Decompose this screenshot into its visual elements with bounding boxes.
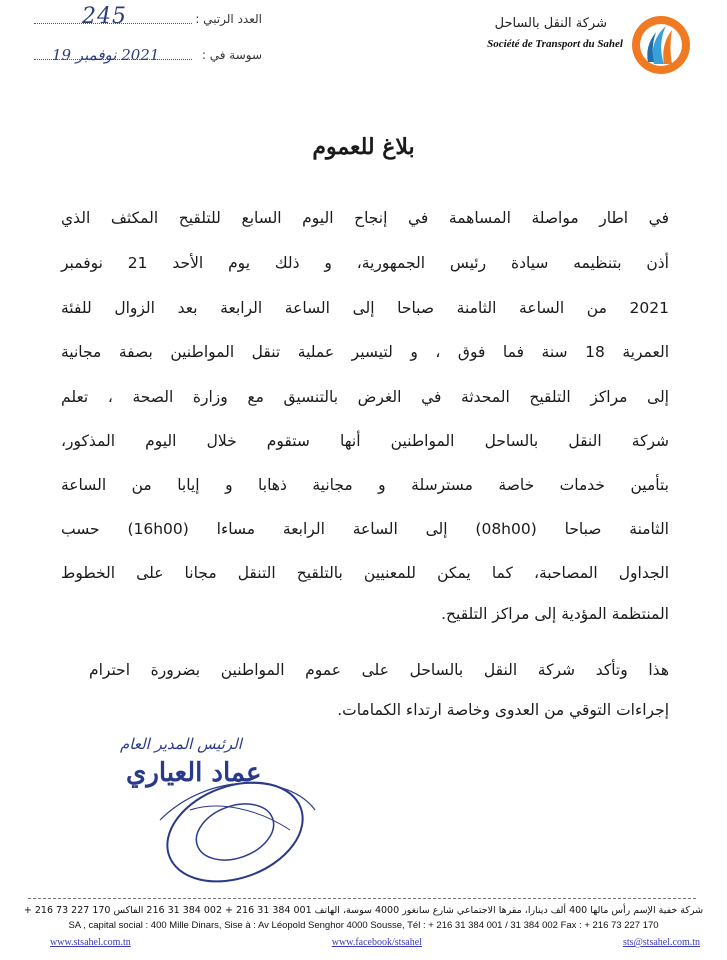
signatory-title: الرئيس المدير العام <box>120 735 242 753</box>
company-logo <box>630 14 692 76</box>
official-stamp <box>150 780 320 890</box>
body-line: أذن بتنظيمه سيادة رئيس الجمهورية، و ذلك يوم الأحد 21 نوفمبر <box>61 254 669 272</box>
footer-legal-french: SA , capital social : 400 Mille Dinars, Sise à : Av Léopold Senghor 4000 Sousse, Tél : + 216 31 384 001 / 31 384 002 Fax : + 216 73 227 170 <box>68 920 659 931</box>
body-line: الجداول المصاحبة، كما يمكن للمعنيين بالتلقيح التنقل مجانا على الخطوط <box>61 564 669 582</box>
company-name-arabic: شركة النقل بالساحل <box>494 16 607 31</box>
closing-line: هذا وتأكد شركة النقل بالساحل على عموم المواطنين بضرورة احترام <box>89 661 669 679</box>
body-line: الثامنة صباحا (08h00) إلى الساعة الرابعة مساءا (16h00) حسب <box>61 520 669 538</box>
email-link[interactable]: sts@stsahel.com.tn <box>623 937 700 948</box>
company-name-french: Société de Transport du Sahel <box>487 38 623 50</box>
reference-number-line <box>22 4 262 32</box>
body-line: العمرية 18 سنة فما فوق ، و لتيسير عملية تنقل المواطنين بصفة مجانية <box>61 343 670 361</box>
date-line <box>22 44 262 68</box>
closing-line: إجراءات التوقي من العدوى وخاصة ارتداء الكمامات. <box>337 701 669 719</box>
footer-divider <box>28 898 696 899</box>
reference-label: العدد الرتبي : <box>195 12 262 26</box>
facebook-link[interactable]: www.facebook/stsahel <box>331 937 422 948</box>
footer-links <box>50 937 700 948</box>
footer-legal-arabic: شركة خفية الإسم رأس مالها 400 ألف دينارا، مقرها الاجتماعي شارع سانغور 4000 سوسة، الهاتف 001 384 31 216 + 002 384 31 216 الفاكس 170 227 73 216 + <box>23 905 704 916</box>
website-link[interactable]: www.stsahel.com.tn <box>50 937 131 948</box>
body-line: 2021 من الساعة الثامنة صباحا إلى الساعة الرابعة بعد الزوال للفئة <box>61 299 669 317</box>
reference-number: 245 <box>82 4 127 29</box>
signatory-name: عماد العياري <box>126 758 262 788</box>
body-line: إلى مراكز التلقيح المحدثة في الغرض بالتنسيق مع وزارة الصحة ، تعلم <box>61 388 669 406</box>
page-title: بلاغ للعموم <box>312 134 415 160</box>
date-value: 2021 نوفمبر 19 <box>52 46 160 64</box>
date-label: سوسة في : <box>201 48 262 62</box>
body-line: شركة النقل بالساحل المواطنين أنها ستقوم خلال اليوم المذكور، <box>61 432 669 450</box>
body-line: بتأمين خدمات خاصة مسترسلة و مجانية ذهابا و إيابا من الساعة <box>61 476 669 494</box>
body-line: المنتظمة المؤدية إلى مراكز التلقيح. <box>441 605 669 623</box>
body-line: في اطار مواصلة المساهمة في إنجاح اليوم السابع للتلقيح المكثف الذي <box>61 209 669 227</box>
